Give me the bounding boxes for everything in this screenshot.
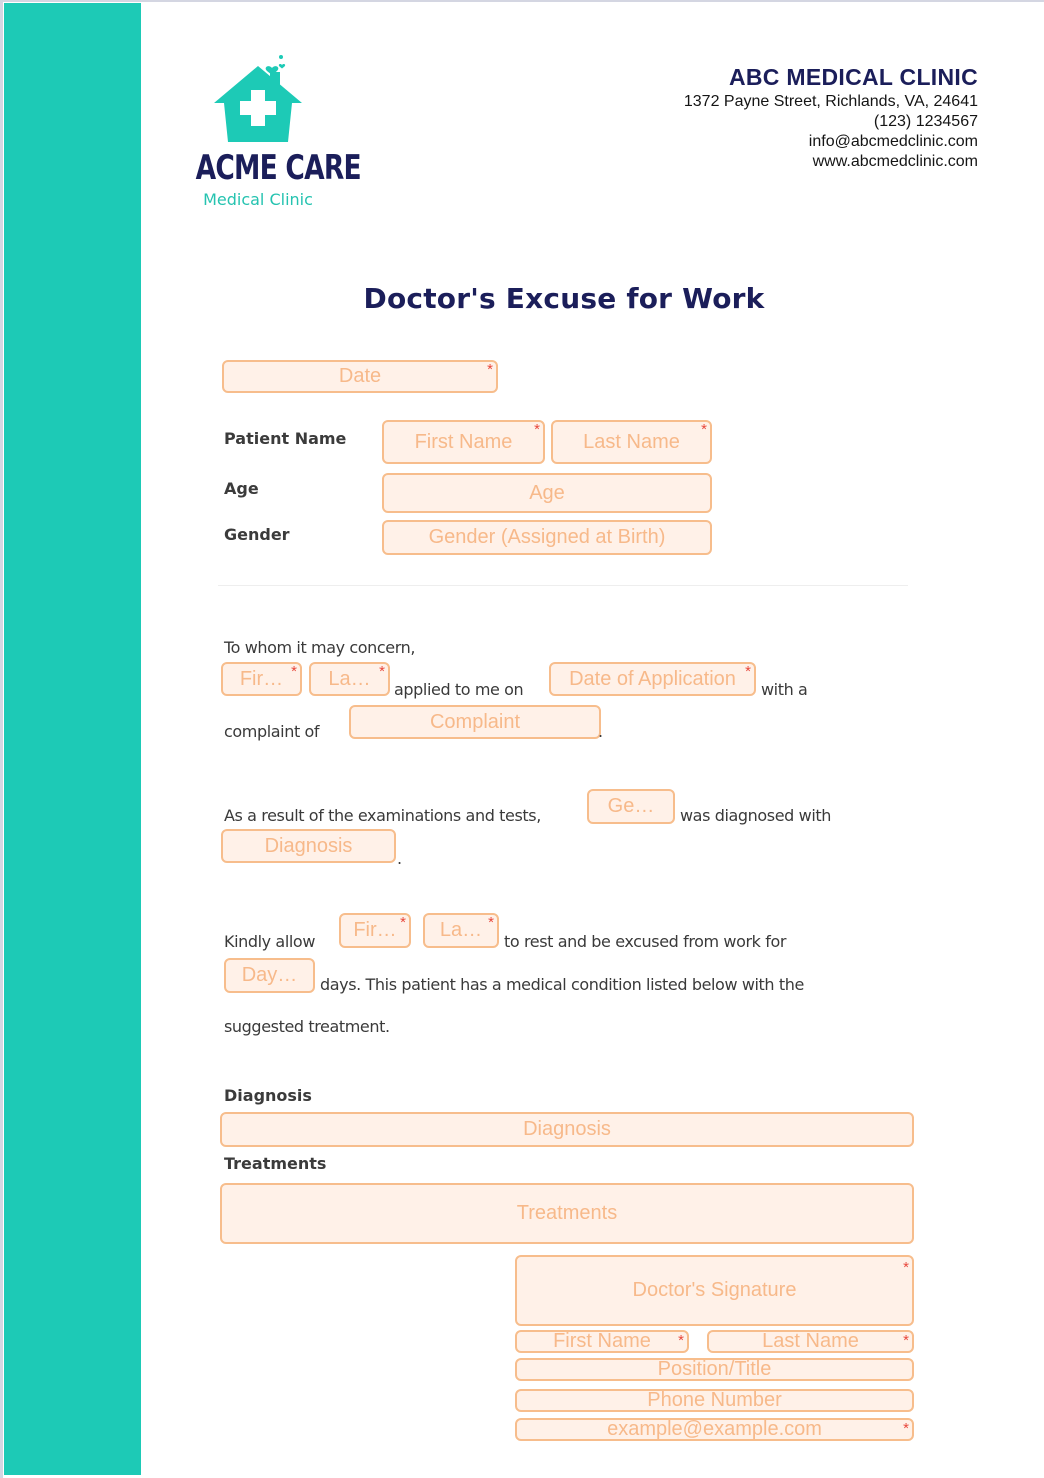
- clinic-name: ABC MEDICAL CLINIC: [728, 64, 978, 90]
- date-field[interactable]: [222, 360, 498, 393]
- placeholder: La…: [439, 919, 483, 941]
- required-marker: *: [400, 914, 406, 931]
- clinic-website: www.abcmedclinic.com: [812, 153, 978, 170]
- letter-diagnosis-field[interactable]: [221, 829, 396, 863]
- diagnosed-with-text: was diagnosed with: [680, 806, 831, 825]
- excuse-first-name-field[interactable]: [339, 913, 411, 948]
- gender-label: Gender: [224, 525, 290, 544]
- section-divider: [218, 585, 908, 586]
- complaint-of-text: complaint of: [224, 722, 320, 741]
- placeholder: Fir…: [239, 667, 284, 690]
- placeholder: Diagnosis: [264, 834, 353, 857]
- placeholder: La…: [328, 667, 371, 690]
- doctor-last-name-field[interactable]: [707, 1330, 914, 1353]
- patient-gender-field[interactable]: [382, 520, 712, 555]
- placeholder: Phone Number: [647, 1389, 782, 1411]
- doctor-position-field[interactable]: [515, 1358, 914, 1381]
- placeholder: Last Name: [762, 1330, 859, 1352]
- treatments-field[interactable]: [220, 1183, 914, 1244]
- placeholder: Age: [529, 481, 565, 504]
- kindly-allow-text: Kindly allow: [224, 932, 316, 951]
- placeholder: Gender (Assigned at Birth): [428, 526, 666, 548]
- days-text: days. This patient has a medical condition listed below with the: [320, 975, 804, 994]
- placeholder: Ge…: [607, 795, 655, 817]
- required-marker: *: [701, 421, 707, 438]
- placeholder: Fir…: [353, 919, 397, 941]
- clinic-info: [684, 62, 978, 172]
- accent-side-band: [4, 3, 141, 1475]
- required-marker: *: [678, 1332, 684, 1349]
- rest-text: to rest and be excused from work for: [504, 932, 787, 951]
- placeholder: First Name: [414, 430, 513, 453]
- required-marker: *: [488, 914, 494, 931]
- required-marker: *: [379, 663, 385, 680]
- required-marker: *: [534, 421, 540, 438]
- applied-text: applied to me on: [394, 680, 524, 699]
- placeholder: Complaint: [429, 710, 521, 733]
- period: .: [598, 722, 603, 741]
- complaint-field[interactable]: [349, 705, 601, 739]
- placeholder: Position/Title: [657, 1358, 772, 1380]
- doctor-phone-field[interactable]: [515, 1389, 914, 1412]
- date-of-application-field[interactable]: [549, 662, 756, 696]
- required-marker: *: [745, 663, 751, 680]
- required-marker: *: [903, 1332, 909, 1349]
- greeting-text: To whom it may concern,: [224, 638, 416, 657]
- patient-name-label: Patient Name: [224, 429, 347, 448]
- required-marker: *: [903, 1259, 909, 1276]
- doctor-first-name-field[interactable]: [515, 1330, 689, 1353]
- letter-first-name-field[interactable]: [221, 662, 302, 696]
- diagnosis-label: Diagnosis: [224, 1086, 312, 1105]
- doctor-signature-field[interactable]: [515, 1255, 914, 1326]
- patient-first-name-field[interactable]: [382, 420, 545, 464]
- clinic-phone: (123) 1234567: [873, 113, 978, 130]
- patient-last-name-field[interactable]: [551, 420, 712, 464]
- clinic-logo: [178, 52, 361, 217]
- required-marker: *: [903, 1420, 909, 1437]
- placeholder: Doctor's Signature: [632, 1279, 797, 1301]
- diagnosis-field[interactable]: [220, 1112, 914, 1147]
- date-placeholder: Date: [338, 365, 382, 387]
- with-a-text: with a: [761, 680, 808, 699]
- placeholder: Diagnosis: [523, 1118, 611, 1140]
- suggested-treatment-text: suggested treatment.: [224, 1017, 390, 1036]
- clinic-address: 1372 Payne Street, Richlands, VA, 24641: [683, 93, 978, 110]
- placeholder: Treatments: [516, 1202, 618, 1224]
- placeholder: Day…: [241, 964, 298, 986]
- excuse-last-name-field[interactable]: [423, 913, 499, 948]
- age-label: Age: [224, 479, 259, 498]
- house-medical-cross-icon: [178, 52, 338, 147]
- placeholder: Date of Application: [569, 667, 736, 690]
- page-title: Doctor's Excuse for Work: [363, 282, 765, 315]
- logo-name: ACME CARE: [195, 148, 361, 188]
- required-marker: *: [487, 361, 493, 378]
- period: .: [397, 849, 402, 868]
- required-marker: *: [291, 663, 297, 680]
- letter-gender-field[interactable]: [587, 789, 675, 824]
- placeholder: example@example.com: [607, 1418, 822, 1440]
- placeholder: First Name: [553, 1330, 651, 1352]
- doctor-email-field[interactable]: [515, 1418, 914, 1441]
- result-text: As a result of the examinations and tests,: [224, 806, 541, 825]
- days-field[interactable]: [224, 958, 315, 993]
- patient-age-field[interactable]: [382, 473, 712, 513]
- letter-last-name-field[interactable]: [309, 662, 390, 696]
- treatments-label: Treatments: [224, 1154, 327, 1173]
- clinic-email: info@abcmedclinic.com: [808, 133, 978, 150]
- placeholder: Last Name: [583, 430, 680, 453]
- logo-subtitle: Medical Clinic: [203, 190, 313, 209]
